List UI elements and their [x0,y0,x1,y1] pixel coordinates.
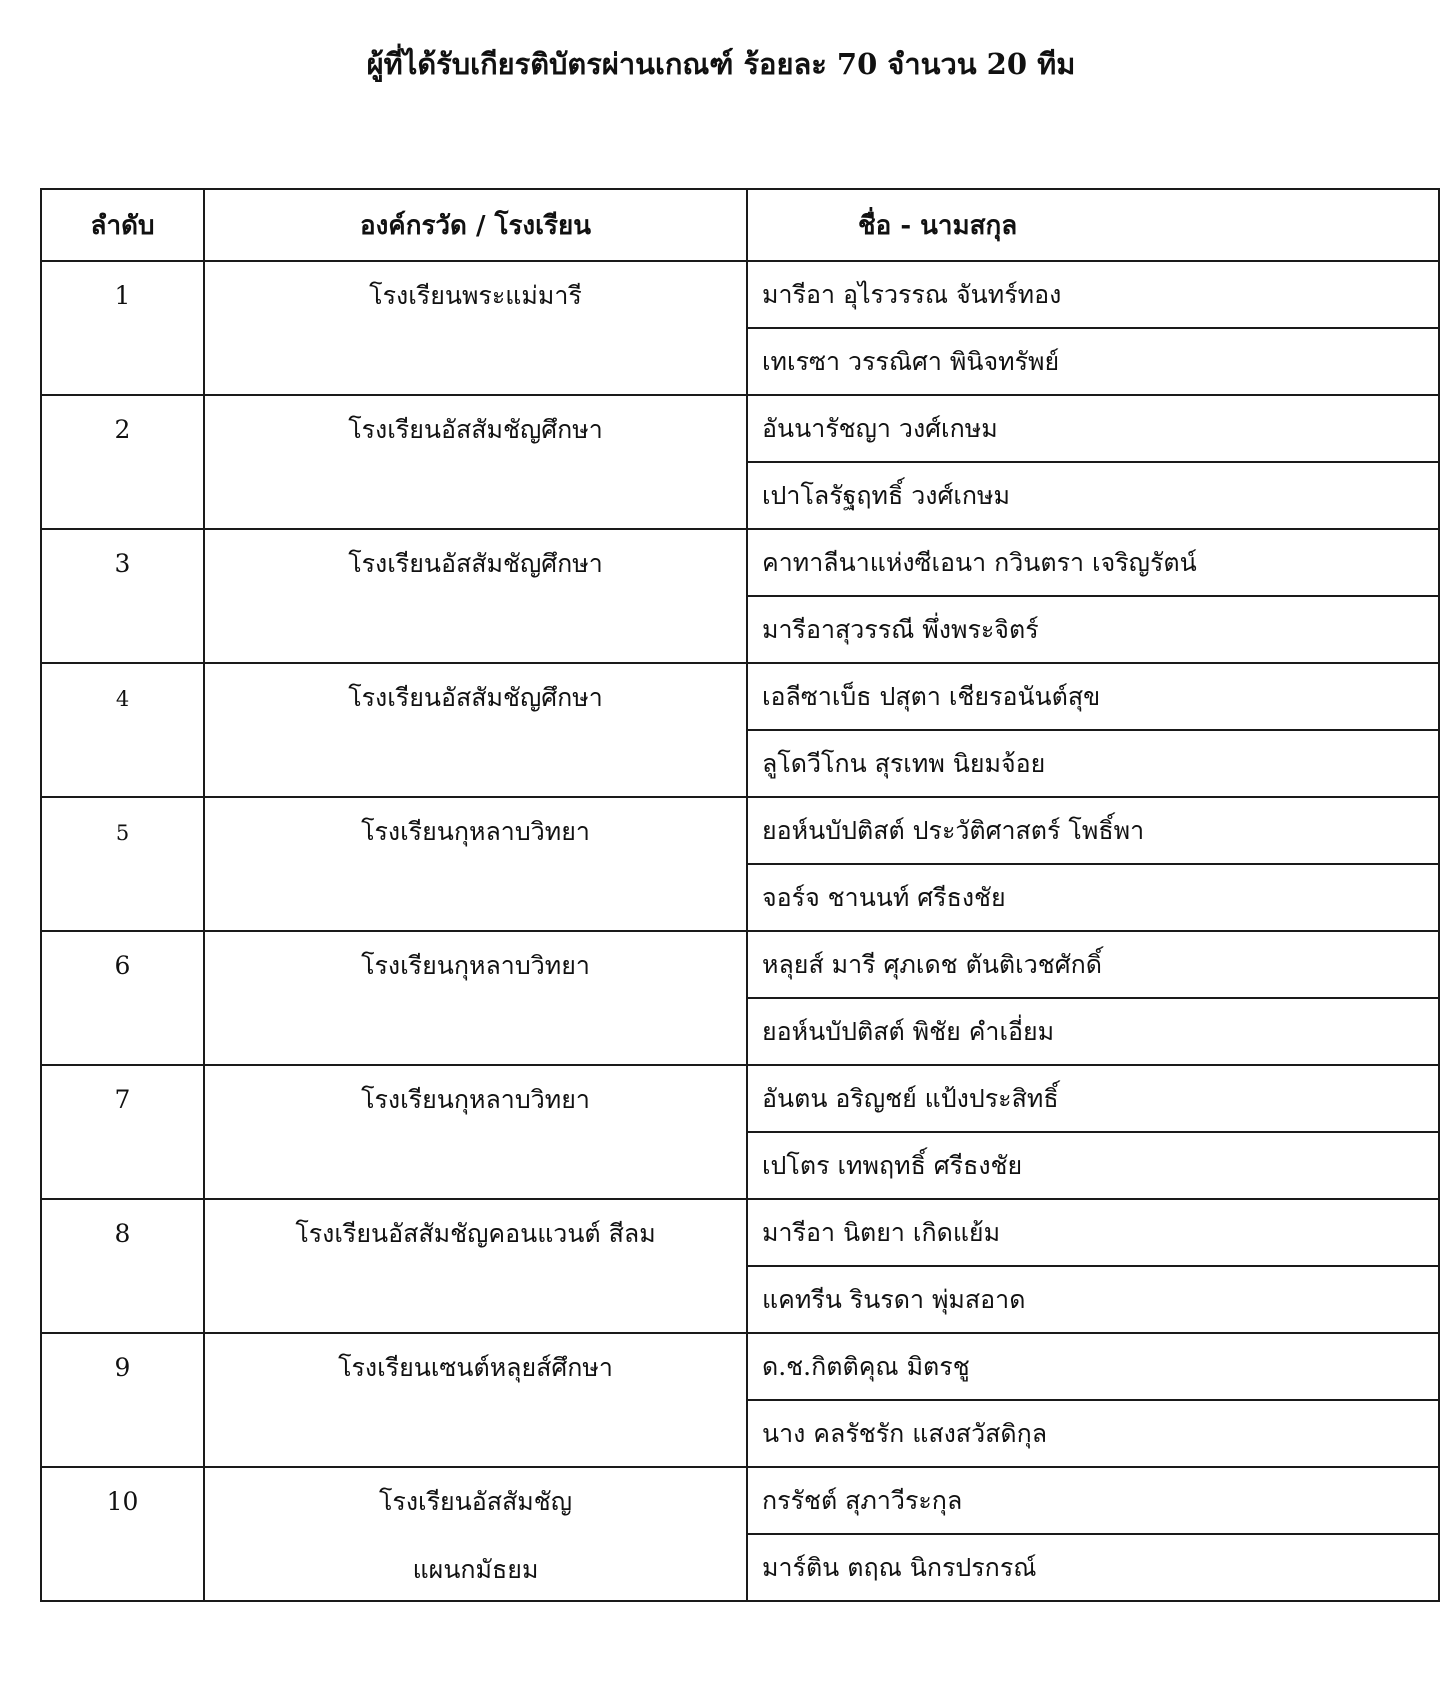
school-name-line: โรงเรียนอัสสัมชัญศึกษา [348,549,603,578]
table-row [41,931,1439,998]
order-number-text: 7 [114,1085,131,1114]
order-number-text: 4 [115,687,130,711]
school-name-line: โรงเรียนกุหลาบวิทยา [361,1085,590,1114]
order-number-text: 5 [115,821,130,845]
order-number-text: 9 [114,1353,131,1382]
school-name-line: โรงเรียนกุหลาบวิทยา [361,817,590,846]
order-number-text: 1 [114,281,131,310]
table-body [41,261,1439,1601]
member-full-name: เทเรซา วรรณิศา พินิจทรัพย์ [747,328,1439,395]
table-row [41,797,1439,864]
order-number [41,1065,204,1199]
school-name-line: โรงเรียนอัสสัมชัญศึกษา [348,415,603,444]
school-name [204,797,747,931]
page-title: ผู้ที่ได้รับเกียรติบัตรผ่านเกณฑ์ ร้อยละ 70 จำนวน 20 ทีม [366,47,1076,81]
order-number [41,797,204,931]
school-name-line: โรงเรียนอัสสัมชัญ [378,1487,573,1516]
member-full-name: ด.ช.กิตติคุณ มิตรชู [747,1333,1439,1400]
order-number [41,261,204,395]
school-name [204,395,747,529]
school-name [204,931,747,1065]
school-name [204,1199,747,1333]
member-full-name: มารีอาสุวรรณี พึ่งพระจิตร์ [747,596,1439,663]
school-name-line: โรงเรียนอัสสัมชัญศึกษา [348,683,603,712]
member-full-name: นาง คลรัชรัก แสงสวัสดิกุล [747,1400,1439,1467]
order-number [41,1333,204,1467]
school-name [204,663,747,797]
header-order: ลำดับ [41,189,204,261]
school-name-line: โรงเรียนพระแม่มารี [369,281,582,310]
award-roster-table [40,188,1440,1602]
order-number-text: 8 [114,1219,131,1248]
member-full-name: เปาโลรัฐฤทธิ์ วงศ์เกษม [747,462,1439,529]
member-full-name: ยอห์นบัปติสต์ ประวัติศาสตร์ โพธิ์พา [747,797,1439,864]
table-row [41,1065,1439,1132]
member-full-name: เอลีซาเบ็ธ ปสุตา เชียรอนันต์สุข [747,663,1439,730]
member-full-name: มารีอา นิตยา เกิดแย้ม [747,1199,1439,1266]
member-full-name: มารีอา อุไรวรรณ จันทร์ทอง [747,261,1439,328]
order-number [41,663,204,797]
member-full-name: หลุยส์ มารี ศุภเดช ตันติเวชศักดิ์ [747,931,1439,998]
table-row [41,663,1439,730]
order-number-text: 10 [106,1487,139,1516]
order-number [41,1467,204,1601]
member-full-name: ลูโดวีโกน สุรเทพ นิยมจ้อย [747,730,1439,797]
table-header-row [41,189,1439,261]
school-name-line: โรงเรียนกุหลาบวิทยา [361,951,590,980]
school-name [204,529,747,663]
order-number [41,1199,204,1333]
member-full-name: แคทรีน รินรดา พุ่มสอาด [747,1266,1439,1333]
table-row [41,1467,1439,1534]
order-number-text: 2 [114,415,131,444]
school-name [204,1333,747,1467]
member-full-name: กรรัชต์ สุภาวีระกุล [747,1467,1439,1534]
school-name-line: แผนกมัธยม [412,1555,539,1584]
school-name [204,1065,747,1199]
member-full-name: อันนารัชญา วงศ์เกษม [747,395,1439,462]
order-number-text: 3 [114,549,131,578]
member-full-name: ยอห์นบัปติสต์ พิชัย คำเอี่ยม [747,998,1439,1065]
table-row [41,261,1439,328]
table-row [41,395,1439,462]
order-number [41,529,204,663]
header-school: องค์กรวัด / โรงเรียน [204,189,747,261]
order-number [41,395,204,529]
school-name-line: โรงเรียนอัสสัมชัญคอนแวนต์ สีลม [295,1219,656,1248]
member-full-name: คาทาลีนาแห่งซีเอนา กวินตรา เจริญรัตน์ [747,529,1439,596]
table-row [41,1199,1439,1266]
order-number [41,931,204,1065]
school-name-line: โรงเรียนเซนต์หลุยส์ศึกษา [338,1353,613,1382]
table-row [41,1333,1439,1400]
school-name [204,261,747,395]
order-number-text: 6 [114,951,131,980]
header-full-name: ชื่อ - นามสกุล [747,189,1439,261]
member-full-name: เปโตร เทพฤทธิ์ ศรีธงชัย [747,1132,1439,1199]
table-row [41,529,1439,596]
member-full-name: มาร์ติน ตฤณ นิกรปรกรณ์ [747,1534,1439,1601]
member-full-name: อันตน อริญชย์ แป้งประสิทธิ์ [747,1065,1439,1132]
school-name [204,1467,747,1601]
member-full-name: จอร์จ ชานนท์ ศรีธงชัย [747,864,1439,931]
